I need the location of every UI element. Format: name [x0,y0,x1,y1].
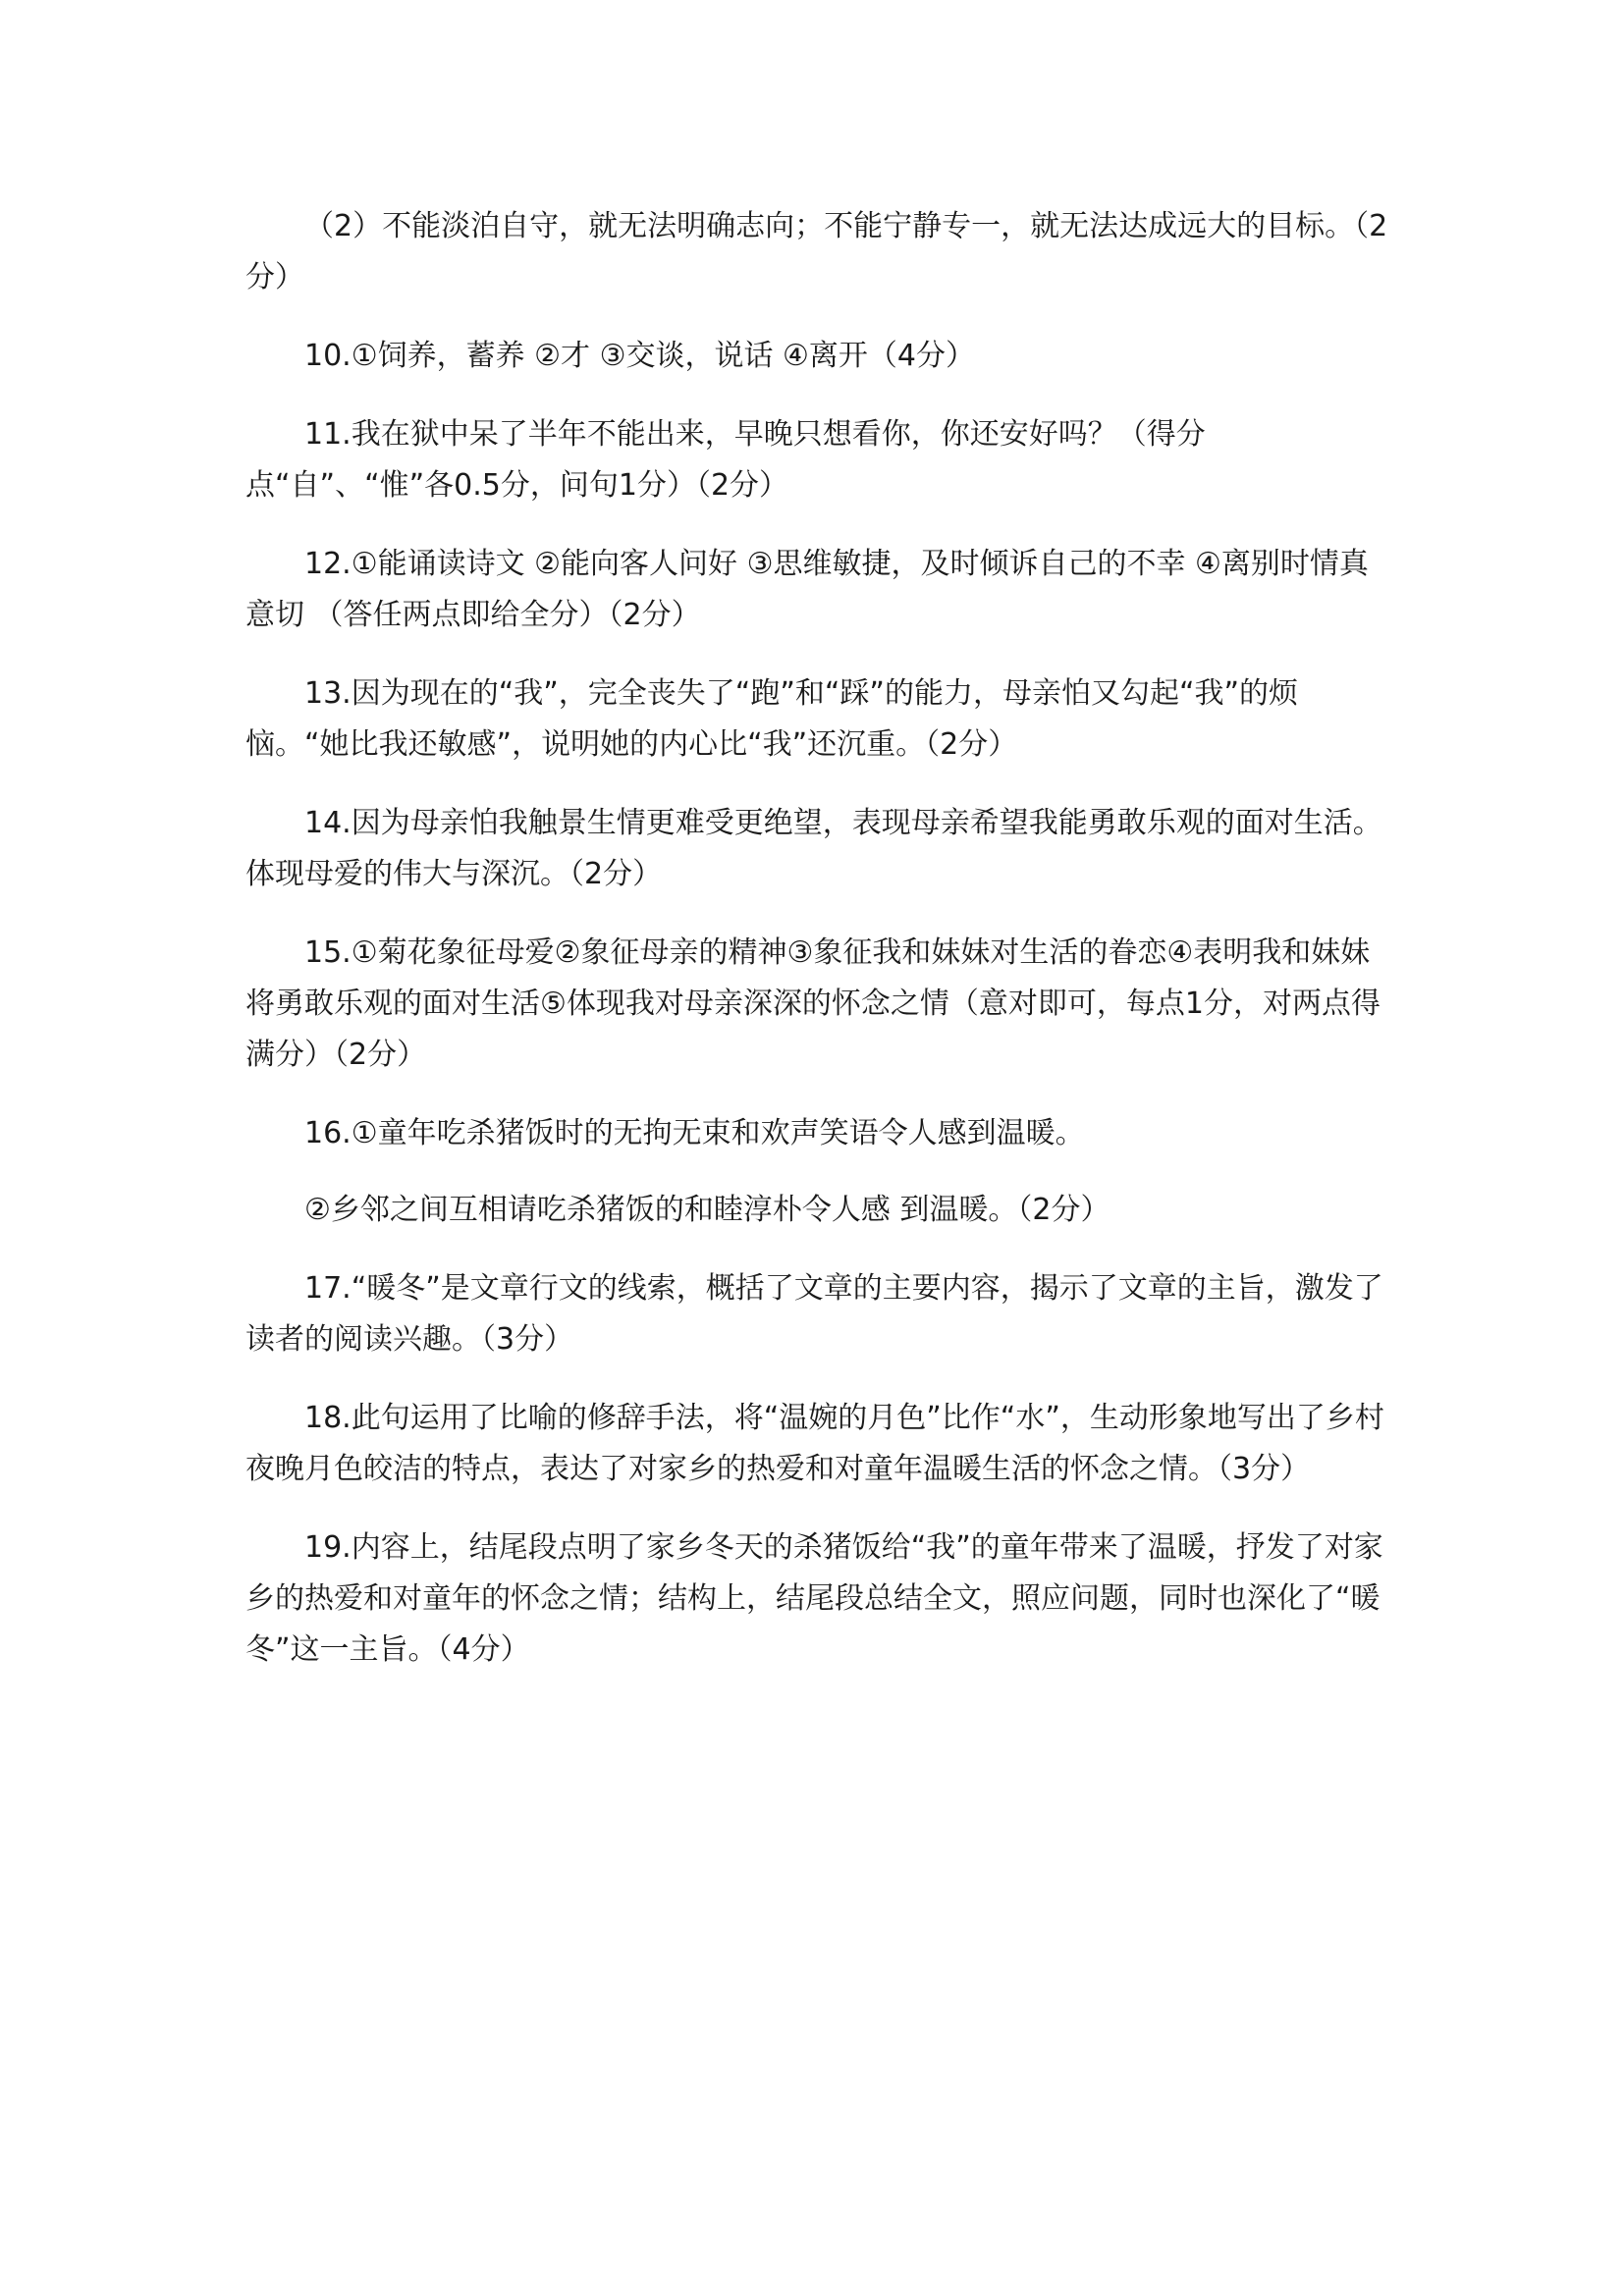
answer-10: 10.①饲养，蓄养 ②才 ③交谈，说话 ④离开（4分） [304,339,975,373]
answer-11: 11.我在狱中呆了半年不能出来，早晚只想看你，你还安好吗？（得分点“自”、“惟”各0.5分，问句1分）（2分） [245,417,1206,503]
answer-13: 13.因为现在的“我”，完全丧失了“跑”和“踩”的能力，母亲怕又勾起“我”的烦恼。“她比我还敏感”，说明她的内心比“我”还沉重。（2分） [245,676,1299,762]
answer-12: 12.①能诵读诗文 ②能向客人问好 ③思维敏捷，及时倾诉自己的不幸 ④离别时情真意切 （答任两点即给全分）（2分） [245,547,1369,632]
answer-18: 18.此句运用了比喻的修辞手法，将“温婉的月色”比作“水”，生动形象地写出了乡村夜晚月色皎洁的特点，表达了对家乡的热爱和对童年温暖生活的怀念之情。（3分） [245,1401,1384,1486]
answer-15: 15.①菊花象征母爱②象征母亲的精神③象征我和妹妹对生活的眷恋④表明我和妹妹将勇敢乐观的面对生活⑤体现我对母亲深深的怀念之情（意对即可，每点1分，对两点得满分）（2分） [245,935,1380,1072]
answer-list [245,201,1396,1703]
answer-9-part-2: （2）不能淡泊自守，就无法明确志向；不能宁静专一，就无法达成远大的目标。（2分） [245,209,1388,294]
answer-16-part-1: 16.①童年吃杀猪饭时的无拘无束和欢声笑语令人感到温暖。 [304,1116,1085,1150]
answer-19: 19.内容上，结尾段点明了家乡冬天的杀猪饭给“我”的童年带来了温暖，抒发了对家乡的热爱和对童年的怀念之情；结构上，结尾段总结全文，照应问题，同时也深化了“暖冬”这一主旨。（4分） [245,1530,1383,1667]
answer-16-part-2: ②乡邻之间互相请吃杀猪饭的和睦淳朴令人感 到温暖。（2分） [304,1193,1110,1227]
answer-14: 14.因为母亲怕我触景生情更难受更绝望，表现母亲希望我能勇敢乐观的面对生活。体现母爱的伟大与深沉。（2分） [245,806,1382,891]
answer-17: 17.“暖冬”是文章行文的线索，概括了文章的主要内容，揭示了文章的主旨，激发了读者的阅读兴趣。（3分） [245,1271,1383,1357]
